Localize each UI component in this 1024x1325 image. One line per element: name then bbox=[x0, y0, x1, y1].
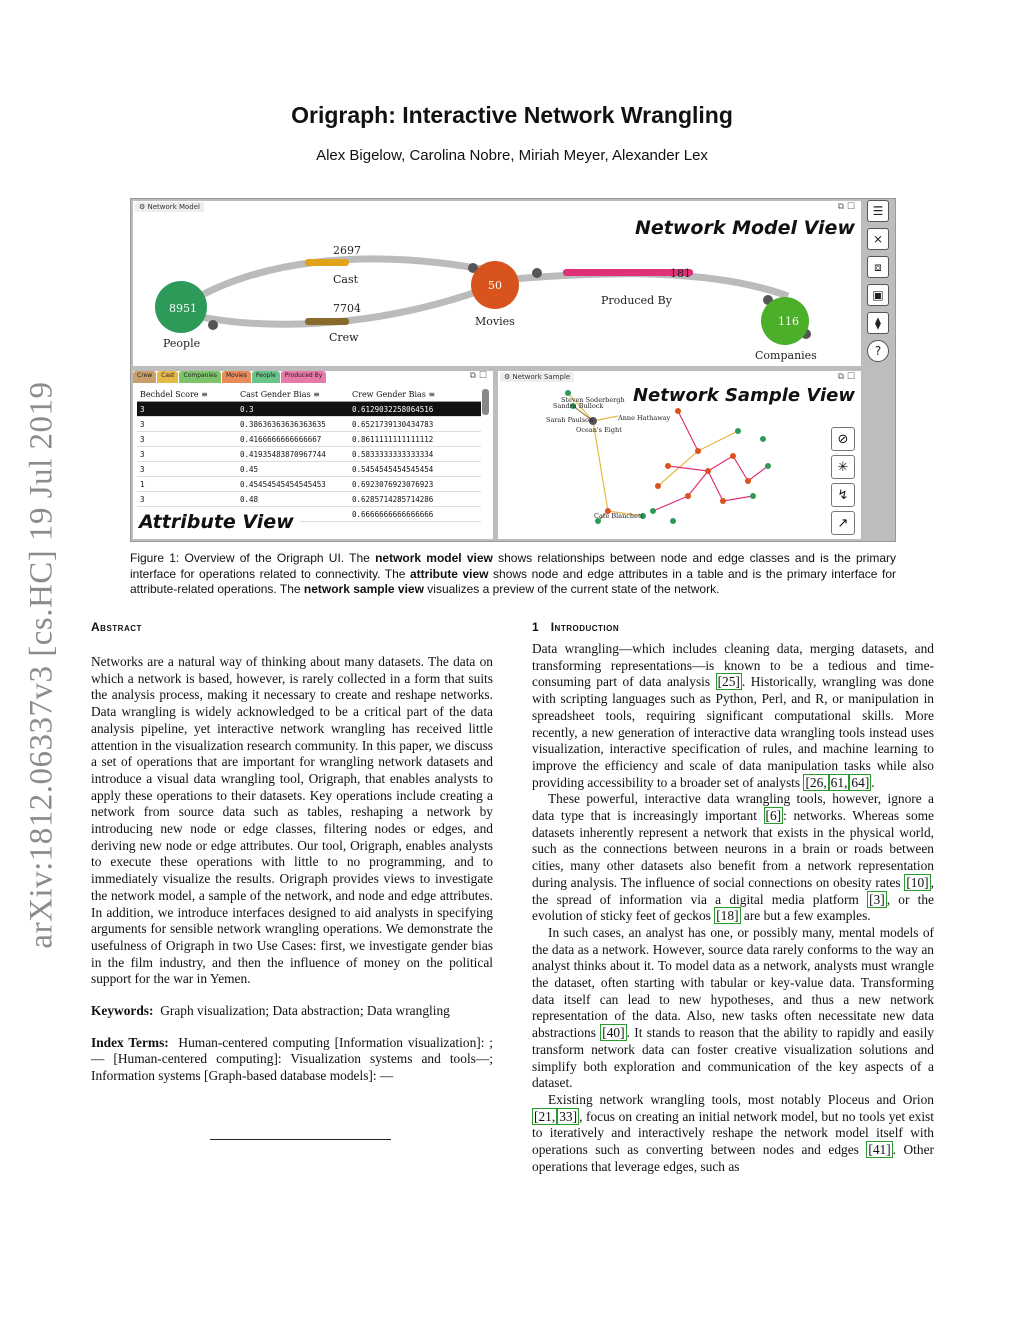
table-row[interactable]: 1 0.45454545454545453 0.6923076923076923 bbox=[137, 477, 481, 492]
edge-handle[interactable] bbox=[208, 320, 218, 330]
tab-cast[interactable]: Cast bbox=[157, 371, 178, 383]
paper-authors: Alex Bigelow, Carolina Nobre, Miriah Meyer, Alexander Lex bbox=[316, 147, 708, 164]
sample-node[interactable] bbox=[730, 453, 736, 459]
sample-node[interactable] bbox=[745, 478, 751, 484]
intro-paragraph: These powerful, interactive data wrangling tools, however, ignore a data type that is increasingly important [6] : networks. Whereas some datasets inherently represent a network that exists in the physical world, such as the connections between neurons in a brain or roads between cities, many other datasets also benefit from a network representation during analysis. The influence of social connections on obesity rates [10] , the spread of information via a digital media platform [3] , or the evolution of sticky feet of geckos [18] are but a few examples. bbox=[532, 791, 934, 924]
table-row[interactable]: 3 0.48 0.6285714285714286 bbox=[137, 492, 481, 507]
table-row[interactable]: 3 0.4166666666666667 0.8611111111111112 bbox=[137, 432, 481, 447]
sample-label: Sandra Bullock bbox=[553, 402, 604, 410]
produced-by-count: 181 bbox=[670, 267, 691, 280]
cast-count: 2697 bbox=[333, 244, 361, 257]
keywords: Keywords: Graph visualization; Data abstraction; Data wrangling bbox=[91, 1003, 450, 1019]
sample-node[interactable] bbox=[650, 508, 656, 514]
col-bechdel-score[interactable]: Bechdel Score ≡ bbox=[137, 387, 237, 402]
table-row[interactable]: 3 0.41935483870967744 0.5833333333333334 bbox=[137, 447, 481, 462]
abstract-text: Networks are a natural way of thinking about many datasets. The data on which a network is based, however, is rarely collected in a form that suits the analysis process, making it necessary to create and reshape networks. Data wrangling is widely acknowledged to be a critical part of the data analysis pipeline, yet interactive network wrangling has received little attention in the visualization research community. In this paper, we discuss a set of operations that are important for wrangling network datasets and introduce a visual data wrangling tool, Origraph, that enables analysts to apply these operations to their datasets. Key operations include creating a network from source data such as tables, reshaping a network by introducing new node or edge classes, filtering nodes or edges, and deriving new node or edge attributes. Our tool, Origraph, enables analysts to execute these operations with little to no programming, and to immediately visualize the results. Origraph provides views to investigate the network model, a sample of the network, and node and edge attributes. In addition, we introduce interfaces designed to aid analysts in specifying arguments for sensible network wrangling operations. We demonstrate the usefulness of Origraph in two Use Cases: first, we investigate gender bias in the film industry, and then the influence of money on the political support for the war in Yemen. bbox=[91, 654, 493, 987]
network-model-heading: Network Model View bbox=[635, 217, 855, 239]
col-cast-gender-bias[interactable]: Cast Gender Bias ≡ bbox=[237, 387, 349, 402]
help-icon[interactable]: ? bbox=[867, 340, 889, 362]
sample-window-controls-icon[interactable]: ⧉ ☐ bbox=[837, 372, 855, 382]
produced-by-label: Produced By bbox=[601, 294, 672, 307]
people-label: People bbox=[163, 337, 201, 350]
main-toolbar bbox=[864, 200, 892, 368]
intro-heading: 1 Introduction bbox=[532, 620, 620, 634]
index-terms: Index Terms: Human-centered computing [Information visualization]: ;— [Human-centered computing]: Visualization systems and tools—; Information systems [Graph-based database models]: — bbox=[91, 1034, 493, 1084]
companies-label: Companies bbox=[755, 349, 817, 362]
cast-edge-marker bbox=[305, 259, 349, 266]
arxiv-id: arXiv:1812.06337v3 [cs.HC] 19 Jul 2019 bbox=[23, 381, 60, 949]
cast-label: Cast bbox=[333, 273, 359, 286]
sample-node[interactable] bbox=[760, 436, 766, 442]
intro-paragraph: In such cases, an analyst has one, or possibly many, mental models of the data as a network. However, source data rarely conforms to the way an analyst thinks about it. To model data as a network, analysts must wrangle the dataset, often starting with tabular or key-value data. Transforming data itself can lead to new hypotheses, and thus a new network representation of the data. Also, new tasks often necessitate new data abstractions [40] . It stands to reason that the ability to rapidly and easily transform network data can foster creative visualization solutions and simplify both exploration and communication of the key aspects of a dataset. bbox=[532, 924, 934, 1091]
attribute-view-heading: Attribute View bbox=[139, 511, 300, 533]
col-crew-gender-bias[interactable]: Crew Gender Bias ≡ bbox=[349, 387, 481, 402]
people-count: 8951 bbox=[169, 302, 197, 315]
citation-link[interactable]: [21, bbox=[534, 1108, 556, 1124]
cube-convert-icon[interactable]: ⧫ bbox=[867, 312, 889, 334]
citation-link[interactable]: [10] bbox=[906, 874, 929, 890]
sample-node[interactable] bbox=[665, 463, 671, 469]
movies-label: Movies bbox=[475, 315, 515, 328]
crew-label: Crew bbox=[329, 331, 359, 344]
companies-count: 116 bbox=[778, 315, 799, 328]
sample-node[interactable] bbox=[675, 408, 681, 414]
sample-node[interactable] bbox=[705, 468, 711, 474]
tab-produced-by[interactable]: Produced By bbox=[281, 371, 327, 383]
signpost-icon[interactable]: ⨯ bbox=[867, 228, 889, 250]
tab-crew[interactable]: Crew bbox=[133, 371, 156, 383]
tab-companies[interactable]: Companies bbox=[179, 371, 220, 383]
table-row[interactable]: 0.6666666666666666 bbox=[137, 507, 481, 522]
network-sample-heading: Network Sample View bbox=[632, 385, 855, 406]
network-sample-tab-label: Network Sample bbox=[512, 373, 571, 381]
network-model-graph bbox=[133, 201, 861, 366]
no-sample-icon[interactable]: ⊘ bbox=[831, 427, 855, 451]
tab-movies[interactable]: Movies bbox=[222, 371, 251, 383]
attr-window-controls-icon[interactable]: ⧉ ☐ bbox=[469, 371, 487, 381]
citation-link[interactable]: 61, bbox=[830, 774, 848, 790]
network-model-tab-label: Network Model bbox=[147, 203, 200, 211]
citation-link[interactable]: [40] bbox=[602, 1025, 625, 1041]
figure-1 bbox=[130, 198, 896, 542]
tab-gear-icon: ⚙ bbox=[504, 373, 511, 381]
sample-label: Cate Blanchett bbox=[594, 512, 644, 520]
table-scrollbar[interactable] bbox=[482, 389, 489, 415]
sample-label: Steven Soderbergh bbox=[561, 396, 625, 404]
tab-people[interactable]: People bbox=[252, 371, 280, 383]
sample-label: Anne Hathaway bbox=[618, 414, 671, 422]
table-row[interactable]: 3 0.45 0.5454545454545454 bbox=[137, 462, 481, 477]
cube-icon[interactable]: ▣ bbox=[867, 284, 889, 306]
sample-node[interactable] bbox=[685, 493, 691, 499]
movies-count: 50 bbox=[488, 279, 502, 292]
citation-link[interactable]: [26, bbox=[805, 774, 827, 790]
sample-node[interactable] bbox=[670, 518, 676, 524]
citation-link[interactable]: [25] bbox=[717, 674, 740, 690]
sample-node[interactable] bbox=[720, 498, 726, 504]
citation-link[interactable]: [6] bbox=[765, 808, 782, 824]
table-header bbox=[137, 387, 481, 402]
sample-node[interactable] bbox=[735, 428, 741, 434]
edge-handle[interactable] bbox=[532, 268, 542, 278]
citation-link[interactable]: 64] bbox=[851, 774, 870, 790]
sample-node[interactable] bbox=[750, 493, 756, 499]
network-sample-panel bbox=[498, 371, 861, 539]
sample-node[interactable] bbox=[695, 448, 701, 454]
crew-edge-marker bbox=[305, 318, 349, 325]
intro-body bbox=[532, 641, 934, 1176]
sample-label: Sarah Paulson bbox=[546, 416, 594, 424]
citation-link[interactable]: [41] bbox=[868, 1142, 891, 1158]
attribute-table-wrap bbox=[137, 387, 481, 519]
tab-gear-icon: ⚙ bbox=[139, 203, 146, 211]
attribute-view-panel bbox=[133, 371, 493, 539]
attribute-table bbox=[137, 387, 481, 522]
abstract-heading: Abstract bbox=[91, 620, 142, 634]
sample-label: Ocean's Eight bbox=[576, 426, 622, 434]
add-class-icon[interactable]: ⧈ bbox=[867, 256, 889, 278]
table-row[interactable]: 3 0.3 0.612903225806451​6 bbox=[137, 402, 481, 417]
crew-count: 7704 bbox=[333, 302, 361, 315]
window-controls-icon[interactable]: ⧉ ☐ bbox=[837, 202, 855, 212]
paper-title: Origraph: Interactive Network Wrangling bbox=[291, 102, 733, 128]
edge-icon[interactable]: ↗ bbox=[831, 511, 855, 535]
arxiv-stamp bbox=[22, 355, 62, 975]
figure-caption: Figure 1: Overview of the Origraph UI. The network model view shows relationships between node and edge classes and is the primary interface for operations related to connectivity. The attribute view shows node and edge attributes in a table and is the primary interface for attribute-related operations. The network sample view visualizes a preview of the current state of the network. bbox=[130, 551, 896, 596]
intro-paragraph: Data wrangling—which includes cleaning data, merging datasets, and transforming representations—is known to be a tedious and time-consuming part of data analysis [25] . Historically, wrangling was done with scripting languages such as Python, Perl, and R, or manipulation in spreadsheet tools, requiring significant computational skills. More recently, a new generation of interactive data wrangling tools instead uses visualization, interactive specification of rules, and machine learning to improve the efficiency and scale of data manipulation tasks while also providing accessibility to a broader set of analysts [26, 61, 64] . bbox=[532, 641, 934, 790]
intro-paragraph: Existing network wrangling tools, most notably Ploceus and Orion [21, 33] , focus on creating an initial network model, but no tools yet exist to iteratively and interactively reshape the network model itself with operations such as converting between nodes and edges [41] . Other operations that leverage edges, such as bbox=[532, 1091, 934, 1174]
abstract-body bbox=[91, 654, 493, 1085]
attribute-tabs bbox=[133, 371, 326, 383]
produced-by-edge[interactable] bbox=[513, 274, 788, 296]
citation-link[interactable]: 33] bbox=[559, 1108, 578, 1124]
menu-icon[interactable]: ☰ bbox=[867, 200, 889, 222]
expand-icon[interactable]: ✳ bbox=[831, 455, 855, 479]
network-model-panel bbox=[133, 201, 861, 366]
sample-node[interactable] bbox=[655, 483, 661, 489]
sample-node[interactable] bbox=[765, 463, 771, 469]
citation-link[interactable]: [3] bbox=[869, 891, 885, 907]
footnote-rule bbox=[210, 1139, 391, 1140]
network-sample-graph bbox=[498, 371, 828, 536]
citation-link[interactable]: [18] bbox=[716, 908, 739, 924]
table-row[interactable]: 3 0.38636363636363635 0.6521739130434783 bbox=[137, 417, 481, 432]
connect-icon[interactable]: ↯ bbox=[831, 483, 855, 507]
